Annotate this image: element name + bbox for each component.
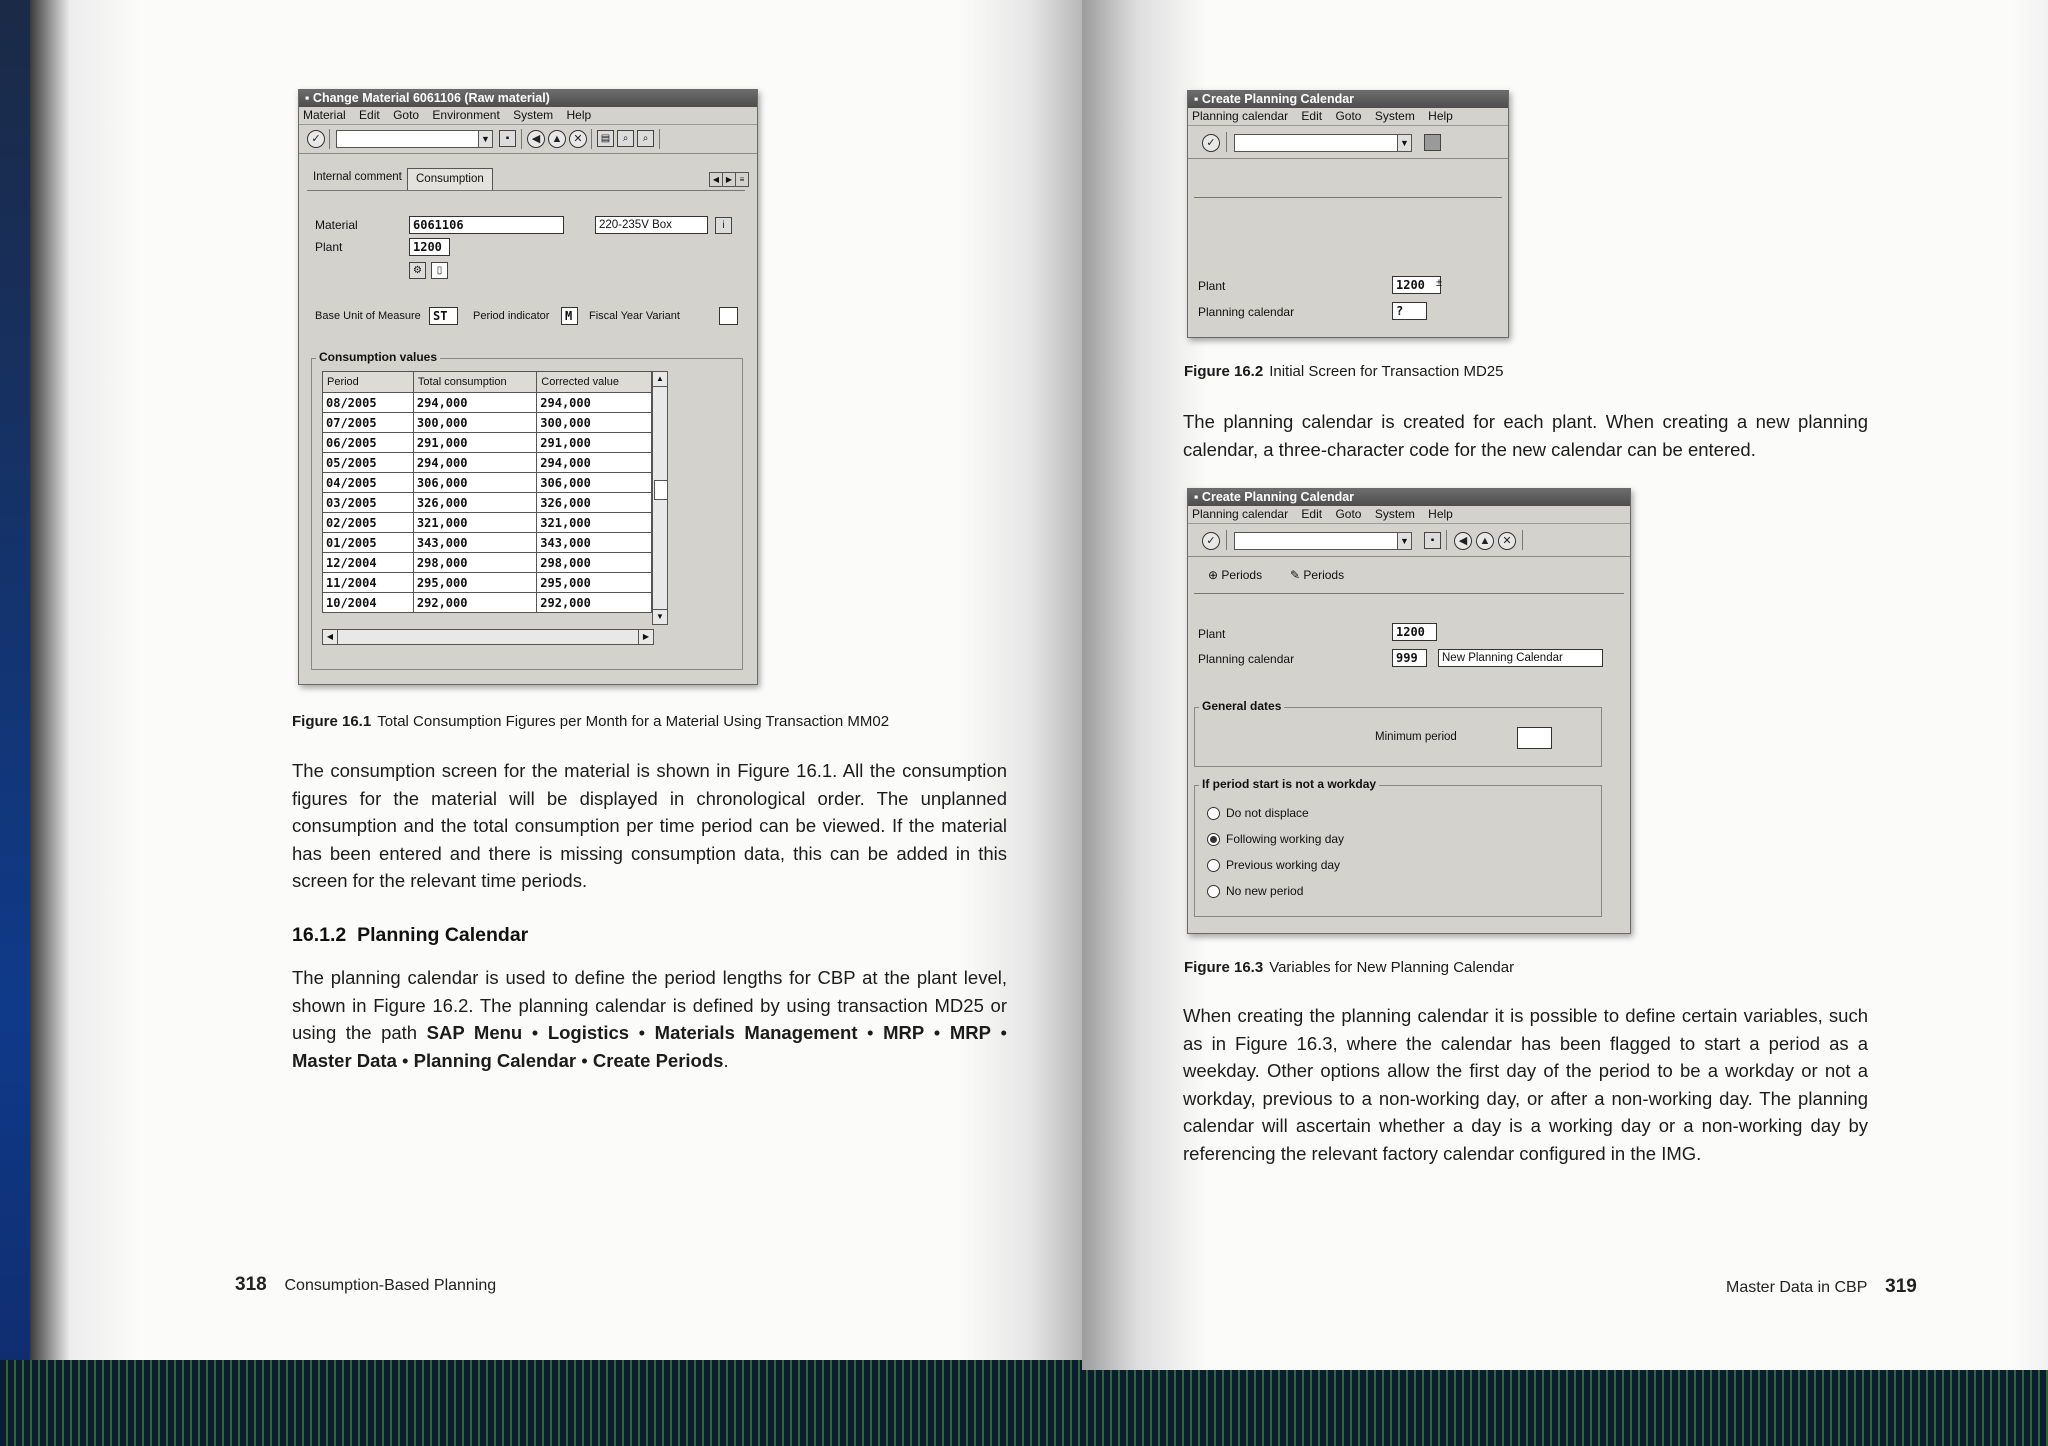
figure-16-2-caption <box>1184 363 1503 380</box>
total-consumption-cell: 343,000 <box>413 533 536 553</box>
consumption-table <box>322 371 652 613</box>
exit-icon[interactable]: ▲ <box>548 130 566 148</box>
base-uom-field[interactable]: ST <box>429 307 458 325</box>
cancel-icon[interactable]: ✕ <box>569 130 587 148</box>
path-create-periods: Create Periods <box>592 1049 724 1071</box>
chevron-down-icon[interactable]: ▼ <box>478 131 492 147</box>
path-separator: • <box>924 1022 950 1043</box>
planning-calendar-label: Planning calendar <box>1198 652 1295 666</box>
left-page <box>30 0 1100 1360</box>
enter-icon[interactable]: ✓ <box>307 130 325 148</box>
tab-scroll-right-icon[interactable]: ▶ <box>722 172 736 187</box>
menu-bar <box>299 107 757 125</box>
option-following-working-day[interactable]: Following working day <box>1207 830 1344 848</box>
running-head: Master Data in CBP <box>1726 1279 1868 1296</box>
figure-label: Figure 16.3 <box>1184 959 1264 976</box>
menu-material[interactable]: Material <box>303 108 346 122</box>
menu-planning-calendar[interactable]: Planning calendar <box>1192 109 1289 123</box>
radio-no-new-period[interactable] <box>1207 885 1220 898</box>
menu-planning-calendar[interactable]: Planning calendar <box>1192 507 1289 521</box>
command-field[interactable] <box>336 130 493 148</box>
sap-window-icon: ▪ <box>305 91 310 105</box>
base-uom-label: Base Unit of Measure <box>315 310 421 322</box>
toolbar-separator <box>521 129 522 149</box>
menu-edit[interactable]: Edit <box>1301 109 1323 123</box>
periods-button-edit[interactable]: ✎ Periods <box>1290 568 1345 582</box>
figure-label: Figure 16.2 <box>1184 363 1264 380</box>
table-row <box>323 393 652 413</box>
tab-internal-comment[interactable]: Internal comment <box>313 171 402 183</box>
menu-goto[interactable]: Goto <box>393 108 420 122</box>
toolbar-separator <box>591 129 592 149</box>
total-consumption-cell: 306,000 <box>413 473 536 493</box>
general-dates-group <box>1194 699 1602 767</box>
total-consumption-cell: 326,000 <box>413 493 536 513</box>
window-title: ▪ Create Planning Calendar <box>1188 91 1508 108</box>
planning-calendar-description[interactable]: New Planning Calendar <box>1438 649 1603 667</box>
application-toolbar <box>1194 559 1624 594</box>
toolbar-separator <box>1446 530 1447 550</box>
possible-values-icon[interactable]: ± <box>1436 277 1443 289</box>
path-logistics: Logistics <box>547 1022 630 1043</box>
menu-edit[interactable]: Edit <box>1301 507 1323 521</box>
tab-strip <box>307 168 745 191</box>
total-consumption-cell: 292,000 <box>413 593 536 613</box>
scroll-thumb[interactable] <box>654 480 668 500</box>
path-separator: • <box>629 1022 655 1043</box>
path-sap-menu: SAP Menu <box>426 1022 523 1043</box>
plant-label: Plant <box>1198 627 1226 641</box>
right-page <box>1082 0 2048 1370</box>
table-row <box>323 513 652 533</box>
table-row <box>323 433 652 453</box>
enter-icon[interactable]: ✓ <box>1202 134 1220 152</box>
toolbar <box>1188 126 1508 159</box>
create-planning-calendar-window-variables <box>1187 488 1631 934</box>
corrected-value-cell[interactable]: 343,000 <box>537 533 652 553</box>
paragraph-end: . <box>723 1049 729 1071</box>
command-field[interactable] <box>1234 134 1412 152</box>
fiscal-year-variant-label: Fiscal Year Variant <box>589 310 680 322</box>
find-next-icon[interactable]: ⌕ <box>637 130 654 147</box>
period-cell: 06/2005 <box>323 433 414 453</box>
corrected-value-cell[interactable]: 294,000 <box>537 453 652 473</box>
scroll-right-icon[interactable]: ▶ <box>638 630 653 644</box>
table-row <box>323 593 652 613</box>
menu-help[interactable]: Help <box>1428 507 1453 521</box>
option-no-new-period[interactable]: No new period <box>1207 882 1303 900</box>
enter-icon[interactable]: ✓ <box>1202 532 1220 550</box>
scan-edge-left <box>0 0 34 1446</box>
running-head: Consumption-Based Planning <box>284 1277 497 1294</box>
scroll-left-icon[interactable]: ◀ <box>323 630 338 644</box>
menu-goto[interactable]: Goto <box>1335 109 1362 123</box>
path-master-data: Master Data <box>292 1049 397 1071</box>
path-separator: • <box>576 1049 593 1071</box>
table-row <box>323 453 652 473</box>
col-total-consumption[interactable]: Total consumption <box>413 372 536 393</box>
material-label: Material <box>315 218 358 232</box>
calendar-created-paragraph: The planning calendar is created for each plant. When creating a new planning calendar, a three-character code for the new calendar can be entered. <box>1183 411 1868 460</box>
corrected-value-cell[interactable]: 306,000 <box>537 473 652 493</box>
paragraph-text: The planning calendar is used to define the period lengths for CBP at the plant level, shown in Figure 16.2. The planning calendar is defined by using transaction MD25 or using the path <box>292 967 1007 1043</box>
total-consumption-cell: 321,000 <box>413 513 536 533</box>
figure-text: Variables for New Planning Calendar <box>1269 959 1515 976</box>
save-icon[interactable] <box>1424 134 1441 151</box>
path-separator: • <box>857 1022 884 1043</box>
total-consumption-cell: 294,000 <box>413 393 536 413</box>
corrected-value-cell[interactable]: 291,000 <box>537 433 652 453</box>
path-planning-calendar: Planning Calendar <box>413 1049 577 1071</box>
section-heading <box>292 924 528 947</box>
create-planning-calendar-window-initial <box>1187 90 1509 338</box>
periods-button-create[interactable]: ⊕ Periods <box>1208 568 1263 582</box>
back-icon[interactable]: ◀ <box>1454 532 1472 550</box>
table-row <box>323 413 652 433</box>
right-folio <box>1726 1276 1917 1298</box>
menu-system[interactable]: System <box>513 108 554 122</box>
period-cell: 12/2004 <box>323 553 414 573</box>
option-previous-working-day[interactable]: Previous working day <box>1207 856 1340 874</box>
table-row <box>323 553 652 573</box>
period-indicator-label: Period indicator <box>473 310 550 322</box>
command-field[interactable] <box>1234 532 1412 550</box>
path-mrp-2: MRP <box>949 1022 991 1043</box>
period-cell: 03/2005 <box>323 493 414 513</box>
toolbar <box>1188 524 1630 557</box>
tab-consumption[interactable]: Consumption <box>407 168 493 190</box>
table-row <box>323 493 652 513</box>
total-consumption-cell: 300,000 <box>413 413 536 433</box>
settings-icon[interactable]: ⚙ <box>409 262 426 279</box>
path-materials-management: Materials Management <box>654 1022 858 1043</box>
plant-field[interactable]: 1200 <box>409 238 450 256</box>
scroll-up-icon[interactable]: ▲ <box>653 372 667 387</box>
find-icon[interactable]: ⌕ <box>617 130 634 147</box>
figure-label: Figure 16.1 <box>292 713 372 730</box>
period-cell: 07/2005 <box>323 413 414 433</box>
document-icon[interactable]: ▯ <box>431 262 448 279</box>
toolbar-separator <box>1226 132 1227 152</box>
figure-text: Total Consumption Figures per Month for a Material Using Transaction MM02 <box>377 713 890 730</box>
path-separator: • <box>396 1049 414 1071</box>
toolbar <box>299 125 757 154</box>
figure-text: Initial Screen for Transaction MD25 <box>1269 363 1504 380</box>
corrected-value-cell[interactable]: 326,000 <box>537 493 652 513</box>
table-horizontal-scrollbar[interactable] <box>322 629 654 645</box>
consumption-values-title: Consumption values <box>316 350 440 364</box>
corrected-value-cell[interactable]: 300,000 <box>537 413 652 433</box>
period-cell: 08/2005 <box>323 393 414 413</box>
corrected-value-cell[interactable]: 298,000 <box>537 553 652 573</box>
toolbar-separator <box>659 129 660 149</box>
print-icon[interactable]: ▤ <box>597 130 614 147</box>
path-separator: • <box>522 1022 548 1043</box>
toolbar-separator <box>1226 530 1227 550</box>
period-cell: 01/2005 <box>323 533 414 553</box>
chevron-down-icon[interactable]: ▼ <box>1397 533 1411 549</box>
application-toolbar <box>1194 161 1502 198</box>
plant-field[interactable]: 1200 <box>1392 623 1437 641</box>
plant-label: Plant <box>1198 279 1226 293</box>
option-do-not-displace[interactable]: Do not displace <box>1207 804 1309 822</box>
workday-title: If period start is not a workday <box>1199 777 1379 791</box>
minimum-period-label: Minimum period <box>1375 731 1457 743</box>
period-cell: 11/2004 <box>323 573 414 593</box>
total-consumption-cell: 291,000 <box>413 433 536 453</box>
consumption-values-group <box>311 350 743 670</box>
corrected-value-cell[interactable]: 321,000 <box>537 513 652 533</box>
heading-text: Planning Calendar <box>357 924 529 946</box>
sap-window-icon: ▪ <box>1194 490 1199 504</box>
path-mrp: MRP <box>883 1022 925 1043</box>
total-consumption-cell: 298,000 <box>413 553 536 573</box>
menu-edit[interactable]: Edit <box>359 108 380 122</box>
plant-field[interactable]: 1200 <box>1392 276 1441 294</box>
menu-goto[interactable]: Goto <box>1335 507 1362 521</box>
window-title: ▪ Create Planning Calendar <box>1188 489 1630 506</box>
tab-list-icon[interactable]: ≡ <box>735 172 749 187</box>
planning-calendar-field[interactable]: ? <box>1392 302 1427 320</box>
info-icon[interactable]: i <box>715 217 732 234</box>
left-folio <box>235 1274 496 1296</box>
sap-window-icon: ▪ <box>1194 92 1199 106</box>
save-icon[interactable]: ▪ <box>499 130 516 147</box>
corrected-value-cell[interactable]: 295,000 <box>537 573 652 593</box>
tab-scroll-left-icon[interactable]: ◀ <box>709 172 723 187</box>
exit-icon[interactable]: ▲ <box>1476 532 1494 550</box>
general-dates-title: General dates <box>1199 699 1284 713</box>
toolbar-separator <box>1522 530 1523 550</box>
menu-environment[interactable]: Environment <box>432 108 500 122</box>
period-cell: 10/2004 <box>323 593 414 613</box>
back-icon[interactable]: ◀ <box>527 130 545 148</box>
page-number: 319 <box>1885 1276 1917 1297</box>
plant-label: Plant <box>315 240 343 254</box>
fiscal-year-variant-field[interactable] <box>719 307 738 325</box>
radio-do-not-displace[interactable] <box>1207 807 1220 820</box>
planning-calendar-paragraph <box>292 964 1007 1074</box>
pencil-icon: ✎ <box>1290 568 1301 582</box>
figure-16-1-caption <box>292 713 889 730</box>
corrected-value-cell[interactable]: 292,000 <box>537 593 652 613</box>
total-consumption-cell: 294,000 <box>413 453 536 473</box>
chevron-down-icon[interactable]: ▼ <box>1397 135 1411 151</box>
col-corrected-value[interactable]: Corrected value <box>537 372 652 393</box>
scroll-down-icon[interactable]: ▼ <box>653 609 667 624</box>
change-material-window <box>298 89 758 685</box>
workday-group <box>1194 777 1602 917</box>
variables-paragraph: When creating the planning calendar it is possible to define certain variables, such as in Figure 16.3, where the calendar has been flagged to start a period as a weekday. Other options allow the first day of the period to be a workday or not a workday, previous to a non-working day, or after a non-working day. The planning calendar will ascertain whether a day is a working day or a non-working day by referencing the relevant factory calendar configured in the IMG. <box>1183 1005 1868 1164</box>
consumption-paragraph: The consumption screen for the material is shown in Figure 16.1. All the consumption figures for the material will be displayed in chronological order. The unplanned consumption and the total consumption per time period can be viewed. If the material has been entered and there is missing consumption data, this can be added in this screen for the relevant time periods. <box>292 760 1007 891</box>
radio-previous-working-day[interactable] <box>1207 859 1220 872</box>
path-separator: • <box>990 1022 1008 1043</box>
menu-bar <box>1188 108 1508 126</box>
col-period[interactable]: Period <box>323 372 414 393</box>
save-icon[interactable]: ▪ <box>1424 532 1441 549</box>
menu-help[interactable]: Help <box>566 108 592 122</box>
planning-calendar-label: Planning calendar <box>1198 305 1295 319</box>
table-row <box>323 473 652 493</box>
globe-icon: ⊕ <box>1208 568 1219 582</box>
menu-help[interactable]: Help <box>1428 109 1453 123</box>
menu-bar <box>1188 506 1630 524</box>
figure-16-3-caption <box>1184 959 1514 976</box>
period-cell: 05/2005 <box>323 453 414 473</box>
window-title: ▪ Change Material 6061106 (Raw material) <box>299 90 757 107</box>
menu-system[interactable]: System <box>1374 109 1415 123</box>
table-vertical-scrollbar[interactable] <box>652 371 668 625</box>
period-cell: 04/2005 <box>323 473 414 493</box>
cancel-icon[interactable]: ✕ <box>1498 532 1516 550</box>
table-row <box>323 573 652 593</box>
period-indicator-field[interactable]: M <box>561 307 578 325</box>
minimum-period-field[interactable] <box>1517 727 1552 749</box>
corrected-value-cell[interactable]: 294,000 <box>537 393 652 413</box>
period-cell: 02/2005 <box>323 513 414 533</box>
toolbar-separator <box>329 129 330 149</box>
table-row <box>323 533 652 553</box>
total-consumption-cell: 295,000 <box>413 573 536 593</box>
heading-number: 16.1.2 <box>292 924 347 946</box>
menu-system[interactable]: System <box>1374 507 1415 521</box>
consumption-rows <box>323 393 652 613</box>
scan-edge-bottom <box>0 1360 2048 1446</box>
radio-following-working-day[interactable] <box>1207 833 1220 846</box>
material-description-field[interactable]: 220-235V Box <box>595 216 708 234</box>
planning-calendar-field[interactable]: 999 <box>1392 649 1427 667</box>
material-field[interactable]: 6061106 <box>409 216 564 234</box>
page-number: 318 <box>235 1274 267 1295</box>
